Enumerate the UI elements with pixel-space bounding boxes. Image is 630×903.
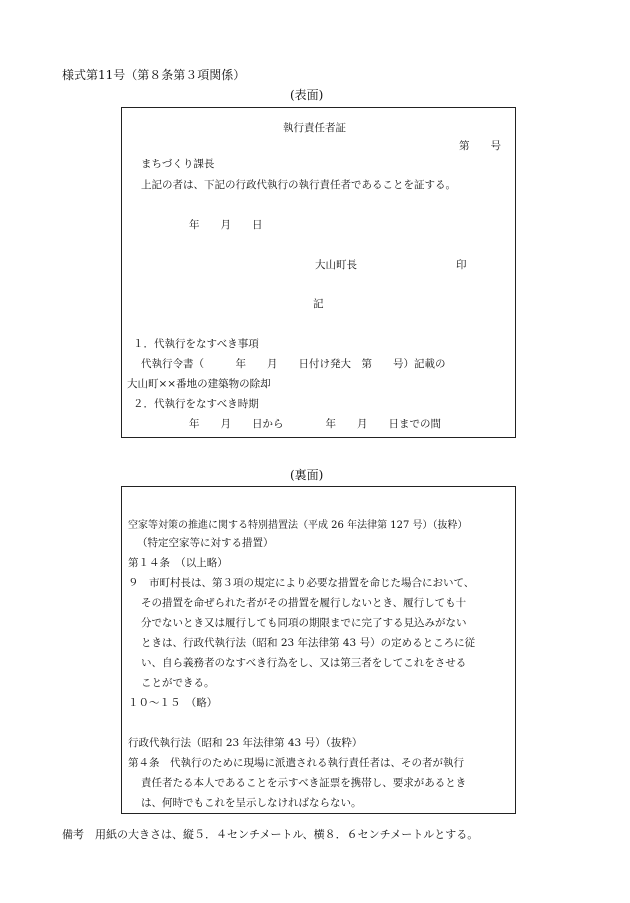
issuer: 大山町長 xyxy=(315,259,357,271)
article-14: 第１４条 （以上略） xyxy=(128,557,228,569)
law1-subtitle: （特定空家等に対する措置） xyxy=(137,537,274,549)
cert-title: 執行責任者証 xyxy=(283,122,346,134)
para9-line: い、自ら義務者のなすべき行為をし、又は第三者をしてこれをさせる xyxy=(141,657,467,669)
front-heading: (表面) xyxy=(290,88,324,102)
para9-line: 分でないとき又は履行しても同項の期限までに完了する見込みがない xyxy=(141,617,467,629)
item1-line1: 代執行令書（ 年 月 日付け発大 第 号）記載の xyxy=(141,358,446,370)
back-heading: (裏面) xyxy=(290,468,324,482)
para9-line: ことができる。 xyxy=(141,677,215,689)
seal-mark: 印 xyxy=(456,259,467,271)
law2-title: 行政代執行法（昭和 23 年法律第 43 号）（抜粋） xyxy=(128,737,363,749)
item2-title: ２．代執行をなすべき時期 xyxy=(133,398,259,410)
note: 備考 用紙の大きさは、縦５．４センチメートル、横８．６センチメートルとする。 xyxy=(62,828,479,841)
art4-line: は、何時でもこれを呈示しなければならない。 xyxy=(141,797,362,809)
issue-date: 年 月 日 xyxy=(189,219,263,231)
para9-line: ９ 市町村長は、第３項の規定により必要な措置を命じた場合において、 xyxy=(128,577,475,589)
law1-title: 空家等対策の推進に関する特別措置法（平成 26 年法律第 127 号）（抜粋） xyxy=(128,520,468,531)
art4-line: 責任者たる本人であることを示すべき証票を携帯し、要求があるとき xyxy=(141,777,467,789)
item2-line: 年 月 日から 年 月 日までの間 xyxy=(189,418,441,430)
form-title: 様式第11号（第８条第３項関係） xyxy=(62,68,246,82)
certificate-number: 第 号 xyxy=(459,140,501,152)
ki-label: 記 xyxy=(313,298,324,310)
art4-line: 第４条 代執行のために現場に派遣される執行責任者は、その者が執行 xyxy=(128,757,464,769)
para-10-15: １０～１５ （略） xyxy=(128,697,218,709)
statement: 上記の者は、下記の行政代執行の執行責任者であることを証する。 xyxy=(141,179,456,191)
para9-line: ときは、行政代執行法（昭和 23 年法律第 43 号）の定めるところに従 xyxy=(141,637,476,649)
department: まちづくり課長 xyxy=(141,158,215,170)
para9-line: その措置を命ぜられた者がその措置を履行しないとき、履行しても十 xyxy=(141,597,467,609)
item1-line2: 大山町××番地の建築物の除却 xyxy=(127,378,271,390)
item1-title: １．代執行をなすべき事項 xyxy=(133,338,259,350)
